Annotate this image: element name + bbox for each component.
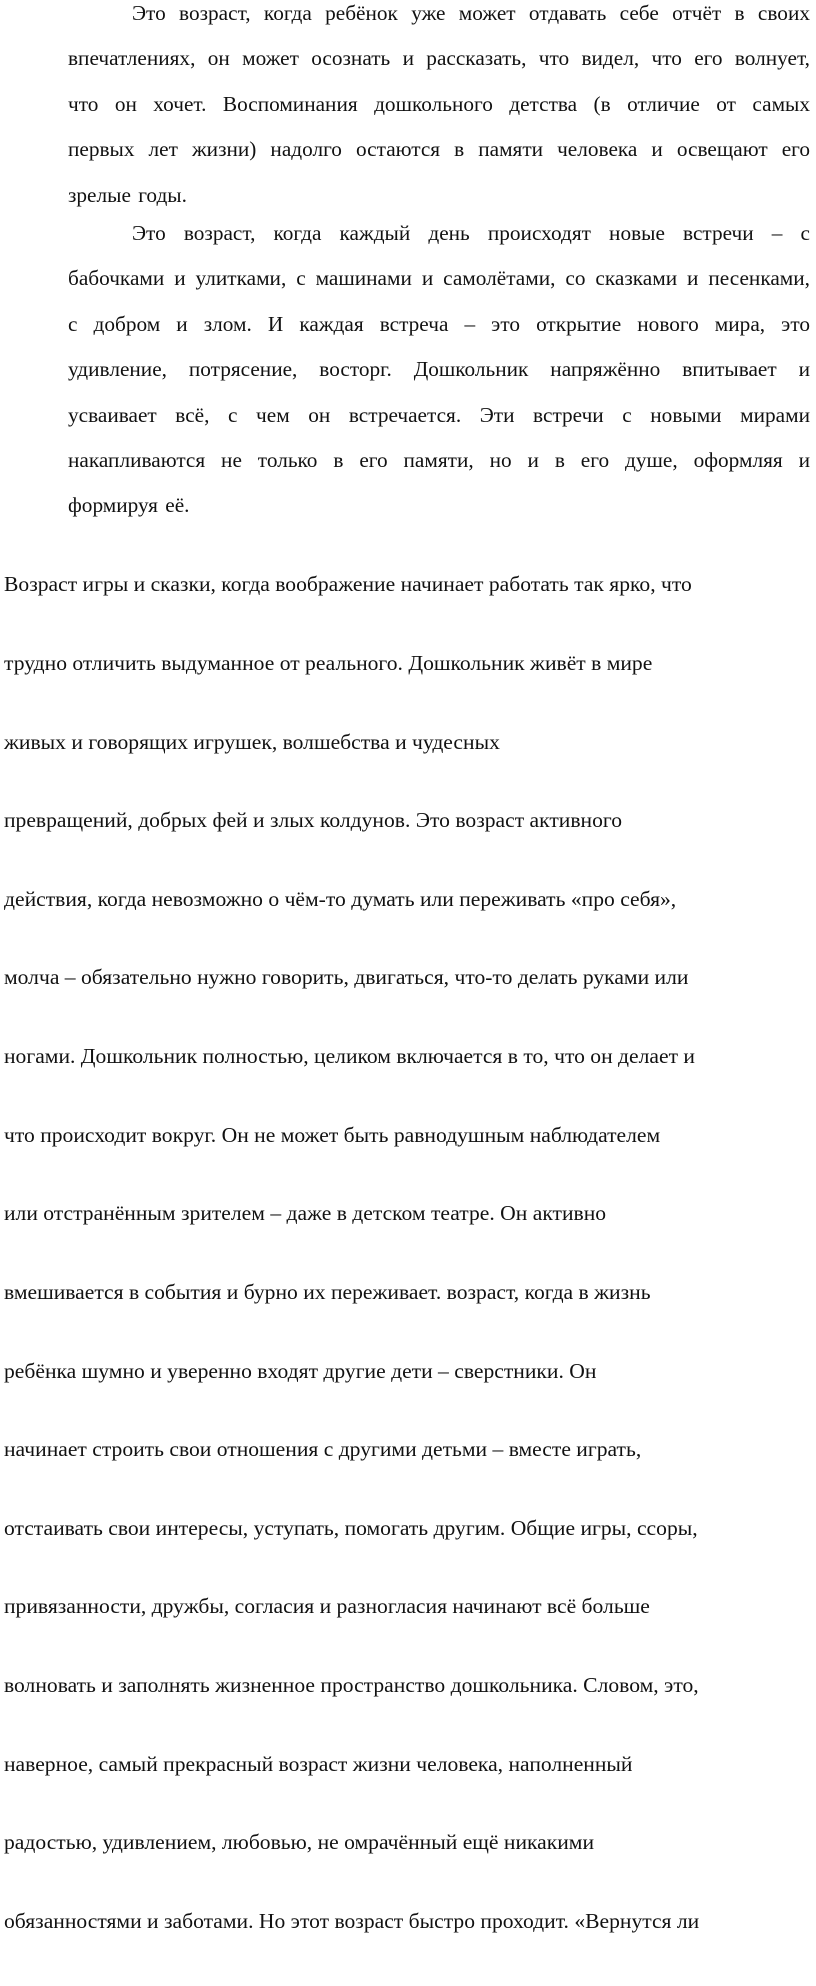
text-line: что он хочет. Воспоминания дошкольного детства (в отличие от самых [68,91,810,116]
text-line: впечатлениях, он может осознать и рассказать, что видел, что его волнует, [68,46,810,71]
text-line: с добром и злом. И каждая встреча – это открытие нового мира, это [68,311,810,336]
text-line: удивление, потрясение, восторг. Дошкольник напряжённо впитывает и [68,357,810,382]
text-line: накапливаются не только в его памяти, но и в его душе, оформляя и [68,448,810,473]
text-line: превращений, добрых фей и злых колдунов. Это возраст активного [4,808,622,833]
text-line: формируя её. [68,493,190,518]
text-line: молча – обязательно нужно говорить, двигаться, что-то делать руками или [4,965,689,990]
text-line: вмешивается в события и бурно их переживает. возраст, когда в жизнь [4,1279,651,1304]
text-line: живых и говорящих игрушек, волшебства и чудесных [4,729,500,754]
paragraph-2 [0,211,810,529]
text-line: привязанности, дружбы, согласия и разногласия начинают всё больше [4,1594,650,1619]
text-line: волновать и заполнять жизненное пространство дошкольника. Словом, это, [4,1672,699,1697]
text-line: ногами. Дошкольник полностью, целиком включается в то, что он делает и [4,1044,695,1069]
text-line: радостью, удивлением, любовью, не омрачённый ещё никакими [4,1830,595,1855]
text-line: Это возраст, когда ребёнок уже может отдавать себе отчёт в своих [132,1,810,25]
text-line: отстаивать свои интересы, уступать, помогать другим. Общие игры, ссоры, [4,1515,698,1540]
text-line: Возраст игры и сказки, когда воображение начинает работать так ярко, что [4,572,692,597]
text-line: наверное, самый прекрасный возраст жизни человека, наполненный [4,1751,633,1776]
text-line: что происходит вокруг. Он не может быть равнодушным наблюдателем [4,1122,661,1147]
text-line: ребёнка шумно и уверенно входят другие дети – сверстники. Он [4,1358,597,1383]
text-line: обязанностями и заботами. Но этот возраст быстро проходит. «Вернутся ли [4,1908,700,1933]
text-line: трудно отличить выдуманное от реального. Дошкольник живёт в мире [4,651,653,676]
text-line: или отстранённым зрителем – даже в детском театре. Он активно [4,1201,607,1226]
text-line: зрелые годы. [68,182,187,207]
paragraph-1 [0,0,810,218]
text-line: начинает строить свои отношения с другими детьми – вместе играть, [4,1437,642,1462]
text-line: Это возраст, когда каждый день происходят новые встречи – с [132,221,810,245]
text-line: бабочками и улитками, с машинами и самолётами, со сказками и песенками, [68,266,810,291]
text-line: усваивает всё, с чем он встречается. Эти встречи с новыми мирами [68,402,810,427]
text-line: действия, когда невозможно о чём-то думать или переживать «про себя», [4,886,677,911]
paragraph-3 [4,519,816,1986]
text-line: первых лет жизни) надолго остаются в памяти человека и освещают его [68,137,810,162]
